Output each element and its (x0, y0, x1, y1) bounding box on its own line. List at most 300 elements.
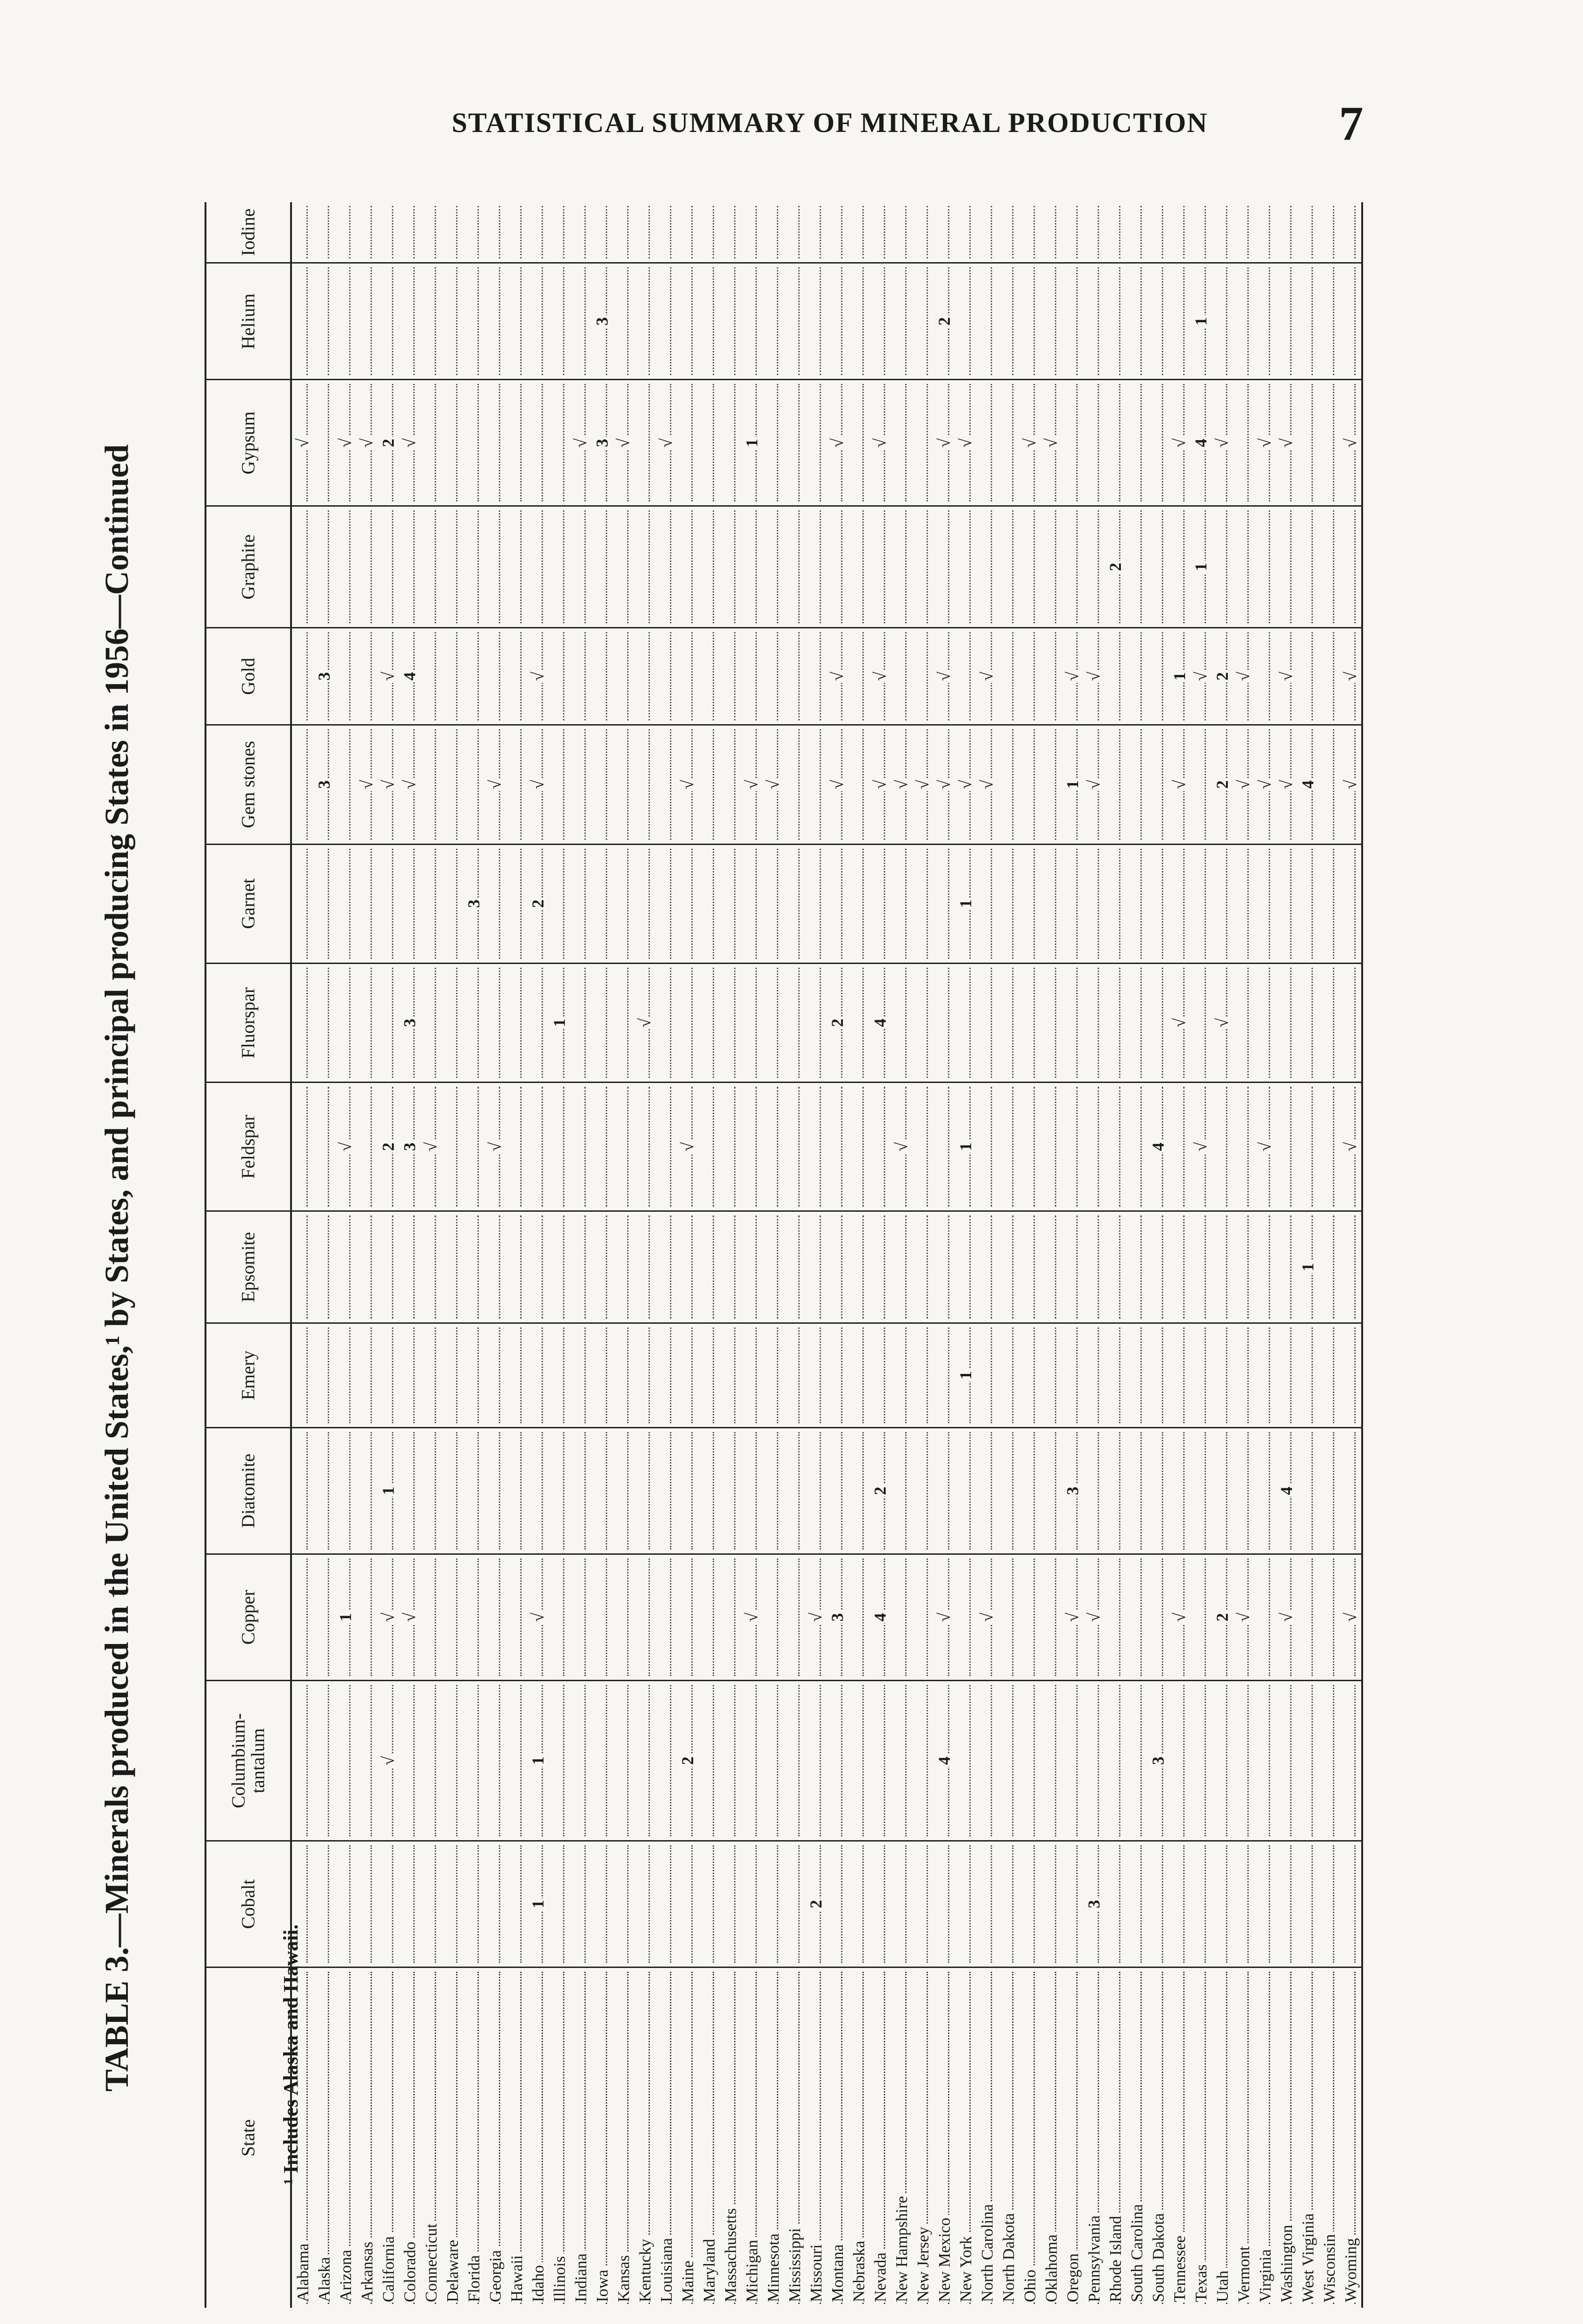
value-cell (934, 1841, 955, 1967)
value-cell (527, 628, 549, 725)
value-cell (1190, 1211, 1212, 1323)
cell-value (443, 1489, 462, 1492)
cell-value (892, 1265, 911, 1269)
table-row (955, 202, 976, 2308)
value-cell (313, 263, 335, 380)
value-cell (827, 725, 848, 844)
cell-value (892, 441, 911, 445)
value-cell (741, 380, 762, 506)
cell-value (1192, 1615, 1210, 1619)
cell-value (700, 1265, 718, 1269)
cell-value (785, 1145, 804, 1149)
table-row (1212, 202, 1233, 2308)
cell-value (1256, 1759, 1274, 1763)
value-cell (613, 1211, 634, 1323)
cell-value (315, 441, 333, 445)
cell-value (336, 319, 355, 323)
value-cell (1147, 202, 1169, 263)
value-cell (869, 1680, 891, 1841)
column-header: Garnet (205, 844, 291, 963)
cell-value (571, 674, 590, 678)
table-row (378, 202, 399, 2308)
state-name (1318, 1967, 1340, 2308)
value-cell (335, 1323, 356, 1428)
value-cell (1105, 1211, 1126, 1323)
value-cell (1126, 1680, 1147, 1841)
value-cell (378, 1323, 399, 1428)
cell-value (764, 1373, 782, 1377)
value-cell (976, 1680, 998, 1841)
cell-value (1063, 319, 1082, 323)
value-cell (1318, 1841, 1340, 1967)
value-cell (591, 844, 613, 963)
value-cell (741, 1323, 762, 1428)
cell-value: 2 (1213, 1611, 1232, 1623)
value-cell (998, 1083, 1019, 1211)
value-cell (720, 202, 741, 263)
cell-value (507, 1902, 526, 1906)
cell-value (486, 231, 504, 234)
value-cell (634, 1083, 656, 1211)
cell-value (807, 1489, 825, 1492)
value-cell (784, 963, 805, 1082)
cell-value (1085, 1021, 1103, 1025)
cell-value (1298, 1615, 1317, 1619)
state-name (698, 1967, 720, 2308)
value-cell (335, 1841, 356, 1967)
value-cell (869, 725, 891, 844)
value-cell (1062, 263, 1083, 380)
cell-value (614, 1265, 633, 1269)
cell-value (1127, 1145, 1146, 1149)
cell-value: 2 (828, 1017, 847, 1029)
state-name (291, 1967, 313, 2308)
value-cell (1105, 1680, 1126, 1841)
table-row (1254, 202, 1276, 2308)
value-cell (1083, 1323, 1105, 1428)
value-cell (420, 1554, 442, 1680)
cell-value (764, 1021, 782, 1025)
table-row (827, 202, 848, 2308)
value-cell (527, 1841, 549, 1967)
value-cell (1019, 628, 1040, 725)
cell-value (1020, 902, 1039, 905)
value-cell (1297, 1323, 1318, 1428)
value-cell (656, 725, 677, 844)
value-cell (463, 844, 484, 963)
cell-value (914, 1145, 932, 1149)
state-name (1254, 1967, 1276, 2308)
cell-value (422, 319, 440, 323)
cell-value (593, 783, 611, 786)
value-cell (998, 1554, 1019, 1680)
state-label: Wisconsin (1321, 2232, 1338, 2302)
cell-value (336, 902, 355, 905)
value-cell (1126, 963, 1147, 1082)
cell-value (935, 231, 954, 234)
value-cell (1019, 1841, 1040, 1967)
value-cell (1040, 1427, 1062, 1554)
state-name (1083, 1967, 1105, 2308)
state-label: Arizona (338, 2247, 354, 2302)
cell-value: √ (892, 1140, 911, 1153)
cell-value (935, 1145, 954, 1149)
cell-value (464, 1489, 483, 1492)
cell-value (1192, 1021, 1210, 1025)
cell-value (293, 783, 312, 786)
value-cell (955, 1680, 976, 1841)
value-cell (313, 628, 335, 725)
cell-value (956, 565, 975, 569)
cell-value (529, 1265, 547, 1269)
value-cell (762, 1680, 784, 1841)
minerals-table (205, 202, 1363, 2308)
cell-value (1277, 1902, 1296, 1906)
cell-value (1213, 1902, 1232, 1906)
state-label: Colorado (402, 2239, 418, 2302)
value-cell (313, 202, 335, 263)
value-cell (442, 725, 463, 844)
cell-value (464, 441, 483, 445)
state-label: Hawaii (509, 2252, 525, 2302)
cell-value (978, 1373, 996, 1377)
value-cell (1212, 202, 1233, 263)
value-cell (484, 1554, 506, 1680)
cell-value (956, 1021, 975, 1025)
cell-value (1298, 441, 1317, 445)
value-cell (784, 1680, 805, 1841)
cell-value (785, 1265, 804, 1269)
cell-value (1277, 319, 1296, 323)
cell-value (1149, 565, 1167, 569)
cell-value: 1 (956, 898, 975, 910)
cell-value (358, 1145, 376, 1149)
cell-value (1234, 231, 1253, 234)
cell-value (785, 1615, 804, 1619)
state-label: Alaska (316, 2254, 332, 2302)
value-cell (955, 963, 976, 1082)
cell-value (978, 441, 996, 445)
cell-value (999, 565, 1018, 569)
value-cell (1105, 1554, 1126, 1680)
cell-value (978, 902, 996, 905)
cell-value (807, 441, 825, 445)
cell-value (550, 319, 569, 323)
cell-value (1341, 319, 1360, 323)
value-cell (1126, 725, 1147, 844)
value-cell (527, 1427, 549, 1554)
value-cell (805, 963, 827, 1082)
cell-value (464, 1021, 483, 1025)
cell-value: √ (379, 1611, 397, 1624)
cell-value (507, 1265, 526, 1269)
cell-value (1170, 1373, 1189, 1377)
cell-value (828, 1145, 847, 1149)
value-cell (1297, 1841, 1318, 1967)
cell-value (571, 1145, 590, 1149)
cell-value (1020, 319, 1039, 323)
cell-value (764, 1265, 782, 1269)
header-row (205, 202, 291, 2308)
value-cell (805, 1680, 827, 1841)
state-name (998, 1967, 1019, 2308)
value-cell (420, 1323, 442, 1428)
value-cell (335, 1211, 356, 1323)
cell-value (742, 1489, 761, 1492)
cell-value (593, 1373, 611, 1377)
state-label: Indiana (573, 2251, 589, 2302)
value-cell (741, 1083, 762, 1211)
cell-value (571, 902, 590, 905)
value-cell (934, 506, 955, 628)
value-cell (1040, 202, 1062, 263)
cell-value (657, 674, 676, 678)
cell-value (422, 565, 440, 569)
cell-value (1149, 319, 1167, 323)
value-cell (656, 628, 677, 725)
value-cell (634, 202, 656, 263)
state-label: Delaware (444, 2237, 461, 2302)
cell-value (914, 1615, 932, 1619)
cell-value (1127, 1759, 1146, 1763)
value-cell (549, 263, 570, 380)
value-cell (656, 202, 677, 263)
cell-value (742, 565, 761, 569)
value-cell (442, 380, 463, 506)
cell-value: √ (978, 778, 996, 791)
value-cell (1169, 963, 1190, 1082)
value-cell (356, 1427, 378, 1554)
value-cell (805, 1083, 827, 1211)
page-number: 7 (1339, 96, 1364, 151)
state-label: Alabama (295, 2241, 311, 2302)
table-row (848, 202, 869, 2308)
value-cell (291, 1083, 313, 1211)
table-row (549, 202, 570, 2308)
cell-value (1063, 1759, 1082, 1763)
cell-value (678, 565, 697, 569)
value-cell (1297, 1427, 1318, 1554)
value-cell (506, 506, 527, 628)
value-cell (463, 202, 484, 263)
value-cell (698, 725, 720, 844)
column-header: Columbium-tantalum (205, 1680, 291, 1841)
value-cell (613, 963, 634, 1082)
value-cell (1062, 202, 1083, 263)
value-cell (720, 1841, 741, 1967)
value-cell (656, 844, 677, 963)
value-cell (1318, 1323, 1340, 1428)
cell-value (1020, 783, 1039, 786)
value-cell (741, 628, 762, 725)
cell-value (849, 1759, 868, 1763)
cell-value (1127, 902, 1146, 905)
value-cell (848, 1554, 869, 1680)
value-cell (784, 202, 805, 263)
cell-value: 1 (742, 437, 761, 449)
cell-value (978, 319, 996, 323)
value-cell (463, 725, 484, 844)
cell-value (956, 1615, 975, 1619)
cell-value (1277, 565, 1296, 569)
cell-value (721, 1615, 740, 1619)
value-cell (313, 844, 335, 963)
cell-value (1277, 1373, 1296, 1377)
cell-value (785, 319, 804, 323)
value-cell (1190, 963, 1212, 1082)
value-cell (484, 725, 506, 844)
cell-value (700, 319, 718, 323)
cell-value: √ (1170, 1017, 1189, 1030)
value-cell (291, 1554, 313, 1680)
value-cell (442, 1554, 463, 1680)
cell-value (422, 1759, 440, 1763)
cell-value (443, 441, 462, 445)
value-cell (912, 1323, 934, 1428)
cell-value (464, 1373, 483, 1377)
state-label: Iowa (594, 2267, 610, 2302)
cell-value (785, 1373, 804, 1377)
cell-value (678, 1373, 697, 1377)
cell-value (1298, 231, 1317, 234)
value-cell (891, 1841, 912, 1967)
value-cell (335, 1427, 356, 1554)
value-cell (741, 1427, 762, 1554)
value-cell (934, 380, 955, 506)
value-cell (1254, 506, 1276, 628)
value-cell (677, 1083, 698, 1211)
cell-value (849, 902, 868, 905)
cell-value (935, 1902, 954, 1906)
value-cell (591, 725, 613, 844)
value-cell (891, 506, 912, 628)
value-cell (1190, 628, 1212, 725)
cell-value (828, 1489, 847, 1492)
value-cell (613, 1680, 634, 1841)
state-name (656, 1967, 677, 2308)
cell-value (315, 1759, 333, 1763)
value-cell (976, 202, 998, 263)
cell-value (550, 1615, 569, 1619)
cell-value (358, 565, 376, 569)
value-cell (1019, 1680, 1040, 1841)
value-cell (313, 1680, 335, 1841)
value-cell (848, 1427, 869, 1554)
cell-value (785, 1759, 804, 1763)
value-cell (805, 263, 827, 380)
cell-value: 3 (593, 315, 611, 327)
table-row (1147, 202, 1169, 2308)
cell-value (742, 319, 761, 323)
cell-value (358, 1759, 376, 1763)
value-cell (527, 1323, 549, 1428)
value-cell (549, 1427, 570, 1554)
cell-value (999, 441, 1018, 445)
value-cell (934, 1083, 955, 1211)
cell-value: 4 (871, 1611, 889, 1623)
cell-value (1127, 1902, 1146, 1906)
value-cell (399, 380, 420, 506)
cell-value (1298, 1021, 1317, 1025)
value-cell (656, 1427, 677, 1554)
value-cell (1126, 1211, 1147, 1323)
cell-value (1213, 231, 1232, 234)
value-cell (527, 1211, 549, 1323)
value-cell (784, 725, 805, 844)
value-cell (1083, 1680, 1105, 1841)
value-cell (591, 380, 613, 506)
cell-value (529, 231, 547, 234)
value-cell (1019, 844, 1040, 963)
cell-value (293, 319, 312, 323)
cell-value (785, 1021, 804, 1025)
value-cell (805, 506, 827, 628)
value-cell (848, 263, 869, 380)
value-cell (291, 202, 313, 263)
value-cell (934, 1427, 955, 1554)
value-cell (1169, 1323, 1190, 1428)
cell-value (721, 674, 740, 678)
state-label: Rhode Island (1107, 2213, 1124, 2302)
state-name (506, 1967, 527, 2308)
value-cell (1126, 1323, 1147, 1428)
value-cell (869, 1427, 891, 1554)
value-cell (313, 963, 335, 1082)
value-cell (784, 1841, 805, 1967)
cell-value: √ (1341, 778, 1360, 791)
table-row (677, 202, 698, 2308)
cell-value (785, 674, 804, 678)
value-cell (1062, 1427, 1083, 1554)
cell-value (742, 1759, 761, 1763)
value-cell (891, 1554, 912, 1680)
cell-value (807, 1021, 825, 1025)
value-cell (1254, 1323, 1276, 1428)
cell-value (978, 1265, 996, 1269)
cell-value: 2 (935, 315, 954, 327)
table-row (1105, 202, 1126, 2308)
value-cell (976, 506, 998, 628)
value-cell (1062, 1323, 1083, 1428)
cell-value (293, 231, 312, 234)
cell-value (1277, 1145, 1296, 1149)
value-cell (313, 506, 335, 628)
cell-value (828, 319, 847, 323)
value-cell (484, 844, 506, 963)
cell-value (678, 1489, 697, 1492)
cell-value (956, 1759, 975, 1763)
state-label: Massachusetts (722, 2205, 739, 2302)
cell-value (1192, 1489, 1210, 1492)
cell-value (379, 231, 397, 234)
value-cell (698, 844, 720, 963)
cell-value (486, 565, 504, 569)
value-cell (1169, 202, 1190, 263)
value-cell (677, 1211, 698, 1323)
value-cell (677, 1323, 698, 1428)
cell-value (999, 783, 1018, 786)
value-cell (891, 963, 912, 1082)
cell-value: √ (914, 778, 932, 791)
value-cell (356, 1083, 378, 1211)
value-cell (955, 1427, 976, 1554)
value-cell (549, 1083, 570, 1211)
value-cell (399, 725, 420, 844)
value-cell (869, 506, 891, 628)
cell-value: √ (807, 1611, 825, 1624)
cell-value (336, 565, 355, 569)
cell-value (1320, 674, 1338, 678)
